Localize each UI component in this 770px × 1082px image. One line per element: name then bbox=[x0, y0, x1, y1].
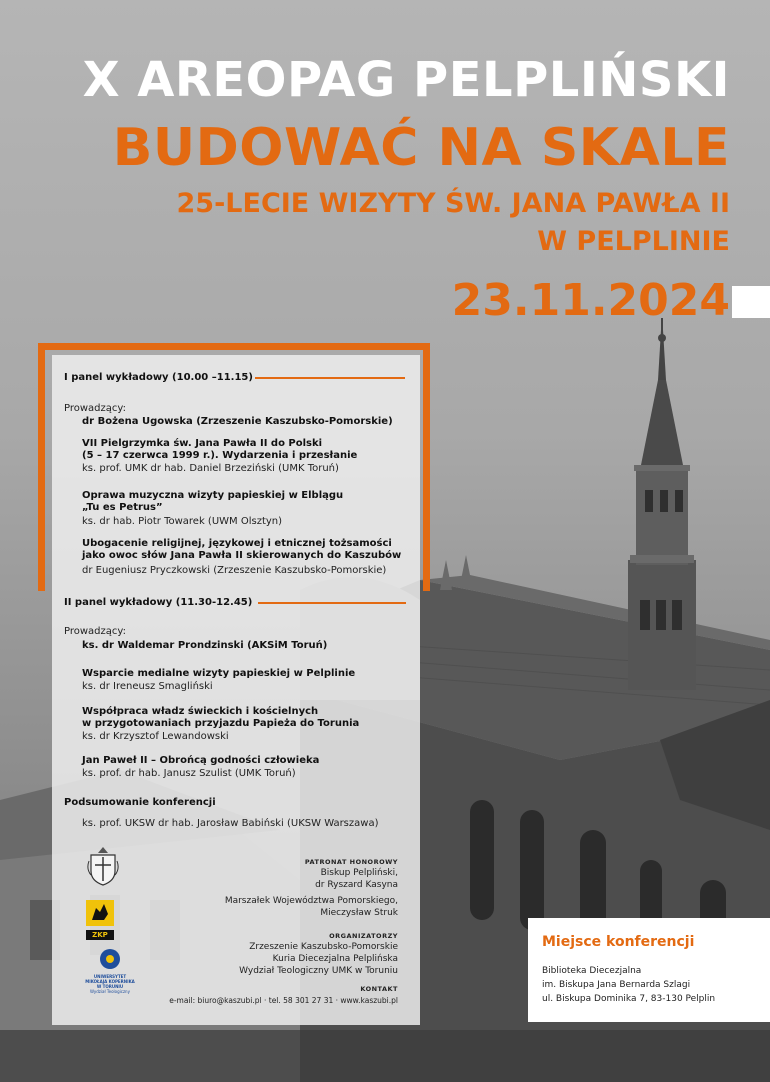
panel2-title-line bbox=[258, 602, 406, 604]
umk-logo bbox=[80, 948, 140, 994]
venue-line-2: im. Biskupa Jana Bernarda Szlagi bbox=[542, 980, 691, 990]
panel-frame-left bbox=[38, 343, 45, 591]
panel2-talk3-speaker: ks. prof. dr hab. Janusz Szulist (UMK Toruń) bbox=[82, 768, 296, 779]
panel1-talk1-title-1: VII Pielgrzymka św. Jana Pawła II do Polski bbox=[82, 438, 323, 449]
panel1-talk2-title-1: Oprawa muzyczna wizyty papieskiej w Elblągu bbox=[82, 490, 344, 501]
patronage-line-4: Mieczysław Struk bbox=[320, 908, 398, 918]
event-date: 23.11.2024 bbox=[451, 275, 730, 326]
organizers-line-2: Kuria Diecezjalna Pelplińska bbox=[272, 954, 398, 964]
panel1-title: I panel wykładowy (10.00 –11.15) bbox=[64, 372, 253, 383]
panel1-talk3-title-2: jako owoc słów Jana Pawła II skierowanych do Kaszubów bbox=[82, 550, 402, 561]
umk-name-1: UNIWERSYTET bbox=[93, 974, 127, 979]
panel-frame-top bbox=[38, 343, 430, 350]
organizers-line-1: Zrzeszenie Kaszubsko-Pomorskie bbox=[249, 942, 398, 952]
panel2-talk2-title-2: w przygotowaniach przyjazdu Papieża do Torunia bbox=[82, 718, 360, 729]
organizers-label: ORGANIZATORZY bbox=[329, 932, 398, 940]
griffin-icon bbox=[86, 900, 114, 926]
panel2-talk2-speaker: ks. dr Krzysztof Lewandowski bbox=[82, 731, 229, 742]
date-accent-bar bbox=[732, 286, 770, 318]
panel1-moderator-label: Prowadzący: bbox=[64, 403, 126, 414]
panel1-talk1-speaker: ks. prof. UMK dr hab. Daniel Brzeziński (UMK Toruń) bbox=[82, 463, 339, 474]
zkp-logo-label: ZKP bbox=[86, 930, 114, 940]
panel1-talk3-speaker: dr Eugeniusz Pryczkowski (Zrzeszenie Kaszubsko-Pomorskie) bbox=[82, 565, 387, 576]
panel2-title: II panel wykładowy (11.30-12.45) bbox=[64, 597, 253, 608]
panel2-talk1-title-1: Wsparcie medialne wizyty papieskiej w Pelplinie bbox=[82, 668, 356, 679]
panel1-talk2-title-2: „Tu es Petrus” bbox=[82, 502, 163, 513]
umk-sun-icon bbox=[99, 948, 121, 970]
venue-line-3: ul. Biskupa Dominika 7, 83-130 Pelplin bbox=[542, 994, 716, 1004]
panel2-talk1-speaker: ks. dr Ireneusz Smagliński bbox=[82, 681, 213, 692]
venue-title: Miejsce konferencji bbox=[542, 934, 695, 950]
event-motto: BUDOWAĆ NA SKALE bbox=[112, 118, 730, 178]
diocese-coat-of-arms-icon bbox=[86, 845, 120, 887]
panel1-moderator: dr Bożena Ugowska (Zrzeszenie Kaszubsko-Pomorskie) bbox=[82, 416, 393, 427]
panel2-talk2-title-1: Współpraca władz świeckich i kościelnych bbox=[82, 706, 319, 717]
zkp-logo bbox=[86, 900, 114, 939]
panel2-moderator-label: Prowadzący: bbox=[64, 626, 126, 637]
venue-box bbox=[528, 918, 770, 1022]
contact-line: e-mail: biuro@kaszubi.pl · tel. 58 301 27 31 · www.kaszubi.pl bbox=[169, 996, 398, 1005]
panel2-talk3-title-1: Jan Paweł II – Obrońcą godności człowieka bbox=[82, 755, 320, 766]
patronage-label: PATRONAT HONOROWY bbox=[304, 858, 398, 866]
panel1-talk3-title-1: Ubogacenie religijnej, językowej i etnicznej tożsamości bbox=[82, 538, 392, 549]
contact-label: KONTAKT bbox=[360, 985, 398, 993]
umk-faculty: Wydział Teologiczny bbox=[90, 989, 130, 994]
panel1-talk2-speaker: ks. dr hab. Piotr Towarek (UWM Olsztyn) bbox=[82, 516, 283, 527]
event-title: X AREOPAG PELPLIŃSKI bbox=[82, 52, 730, 108]
panel2-moderator: ks. dr Waldemar Prondzinski (AKSiM Toruń) bbox=[82, 640, 328, 651]
event-subtitle-line1: 25-LECIE WIZYTY ŚW. JANA PAWŁA II bbox=[176, 188, 730, 219]
organizers-line-3: Wydział Teologiczny UMK w Toruniu bbox=[239, 966, 398, 976]
event-subtitle-line2: W PELPLINIE bbox=[537, 226, 730, 257]
venue-line-1: Biblioteka Diecezjalna bbox=[542, 966, 642, 976]
umk-name-2: MIKOŁAJA KOPERNIKA bbox=[85, 979, 135, 984]
patronage-line-1: Biskup Pelpliński, bbox=[320, 868, 398, 878]
patronage-line-3: Marszałek Województwa Pomorskiego, bbox=[224, 896, 398, 906]
umk-name-3: W TORUNIU bbox=[96, 984, 124, 989]
summary-title: Podsumowanie konferencji bbox=[64, 797, 216, 808]
patronage-line-2: dr Ryszard Kasyna bbox=[315, 880, 398, 890]
panel1-title-line bbox=[255, 377, 405, 379]
summary-speaker: ks. prof. UKSW dr hab. Jarosław Babiński (UKSW Warszawa) bbox=[82, 818, 379, 829]
panel1-talk1-title-2: (5 – 17 czerwca 1999 r.). Wydarzenia i przesłanie bbox=[82, 450, 358, 461]
panel-frame-right bbox=[423, 343, 430, 591]
